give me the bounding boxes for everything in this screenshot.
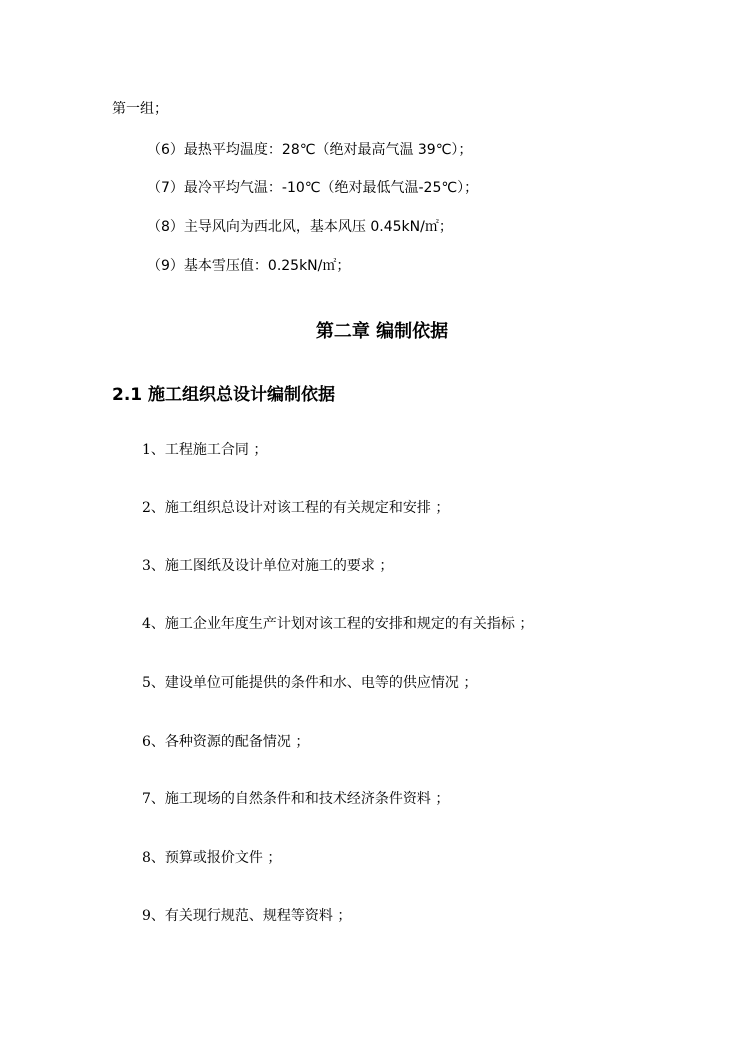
basis-list-item (142, 790, 449, 808)
basis-list-item (142, 499, 449, 517)
basis-list-item (142, 615, 533, 633)
intro-text: 第一组； (112, 101, 168, 117)
item-text: 预算或报价文件 ； (164, 850, 282, 866)
item-number: 6、 (142, 734, 165, 750)
item-number: 3、 (142, 558, 165, 574)
basis-list-item (142, 674, 477, 692)
basis-list-item (142, 907, 351, 925)
condition-item: （9）基本雪压值：0.25kN/㎡； (147, 258, 351, 274)
condition-item: （8）主导风向为西北风，基本风压 0.45kN/㎡； (147, 219, 453, 235)
item-text: 施工组织总设计对该工程的有关规定和安排 ； (164, 500, 450, 516)
item-text: 建设单位可能提供的条件和水、电等的供应情况 ； (164, 675, 478, 691)
item-text: 工程施工合同 ； (164, 442, 268, 458)
item-text: 施工现场的自然条件和和技术经济条件资料 ； (164, 791, 450, 807)
item-text: 施工企业年度生产计划对该工程的安排和规定的有关指标 ； (164, 616, 534, 632)
item-text: 各种资源的配备情况 ； (164, 734, 310, 750)
condition-item: （6）最热平均温度：28℃（绝对最高气温 39℃）； (147, 142, 473, 158)
item-number: 4、 (142, 616, 165, 632)
chapter-title: 第二章 编制依据 (315, 321, 449, 342)
basis-list-item (142, 441, 267, 459)
condition-item: （7）最冷平均气温：-10℃（绝对最低气温-25℃）； (147, 180, 479, 196)
basis-list-item (142, 733, 309, 751)
item-number: 8、 (142, 850, 165, 866)
item-text: 有关现行规范、规程等资料 ； (164, 908, 352, 924)
basis-list-item (142, 849, 281, 867)
item-number: 7、 (142, 791, 165, 807)
item-text: 施工图纸及设计单位对施工的要求 ； (164, 558, 394, 574)
item-number: 5、 (142, 675, 165, 691)
item-number: 1、 (142, 442, 165, 458)
basis-list-item (142, 557, 393, 575)
item-number: 2、 (142, 500, 165, 516)
section-title: 2.1 施工组织总设计编制依据 (112, 385, 336, 405)
item-number: 9、 (142, 908, 165, 924)
